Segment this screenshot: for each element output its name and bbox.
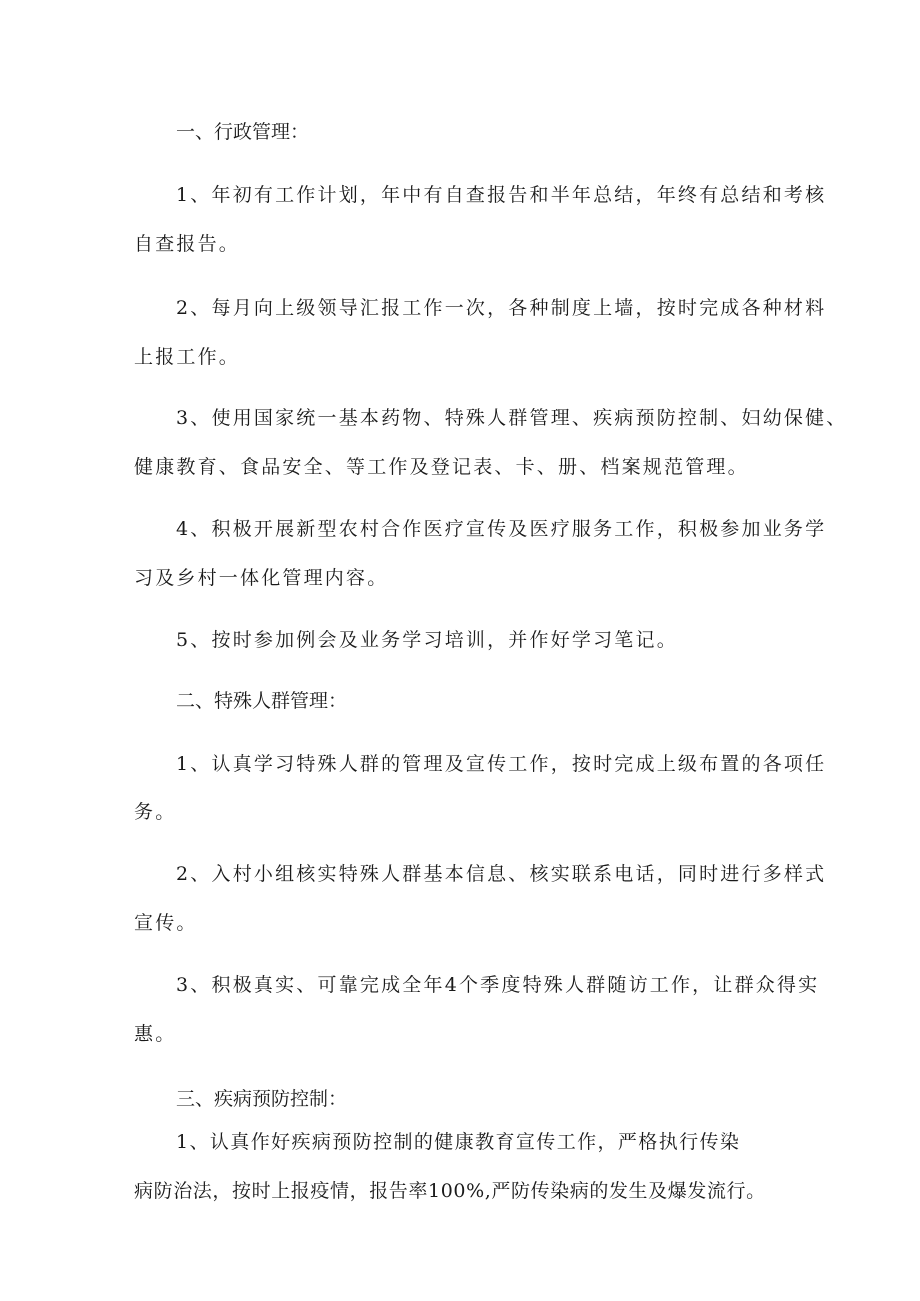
paragraph-line: 5、按时参加例会及业务学习培训，并作好学习笔记。 bbox=[176, 629, 678, 651]
paragraph-line: 务。 bbox=[134, 801, 177, 823]
paragraph-line: 3、积极真实、可靠完成全年4个季度特殊人群随访工作，让群众得实 bbox=[176, 974, 820, 996]
paragraph-line: 1、认真学习特殊人群的管理及宣传工作，按时完成上级布置的各项任 bbox=[176, 753, 827, 775]
paragraph-line: 2、每月向上级领导汇报工作一次，各种制度上墙，按时完成各种材料 bbox=[176, 297, 827, 319]
paragraph-line: 3、使用国家统一基本药物、特殊人群管理、疾病预防控制、妇幼保健、 bbox=[176, 407, 848, 429]
section-heading: 一、行政管理： bbox=[176, 121, 310, 143]
paragraph-line: 自查报告。 bbox=[134, 233, 241, 255]
paragraph-line: 2、入村小组核实特殊人群基本信息、核实联系电话，同时进行多样式 bbox=[176, 863, 827, 885]
paragraph-line: 上报工作。 bbox=[134, 346, 241, 368]
paragraph-line: 惠。 bbox=[134, 1023, 177, 1045]
paragraph-line: 习及乡村一体化管理内容。 bbox=[134, 567, 389, 589]
paragraph-line: 宣传。 bbox=[134, 912, 198, 934]
section-heading: 二、特殊人群管理： bbox=[176, 690, 348, 712]
paragraph-line: 1、认真作好疾病预防控制的健康教育宣传工作，严格执行传染 bbox=[176, 1131, 741, 1153]
section-heading: 三、疾病预防控制： bbox=[176, 1088, 348, 1110]
paragraph-line: 1、年初有工作计划，年中有自查报告和半年总结，年终有总结和考核 bbox=[176, 184, 827, 206]
paragraph-line: 4、积极开展新型农村合作医疗宣传及医疗服务工作，积极参加业务学 bbox=[176, 518, 827, 540]
paragraph-line: 健康教育、食品安全、等工作及登记表、卡、册、档案规范管理。 bbox=[134, 456, 749, 478]
paragraph-line: 病防治法，按时上报疫情，报告率100%,严防传染病的发生及爆发流行。 bbox=[134, 1180, 766, 1202]
